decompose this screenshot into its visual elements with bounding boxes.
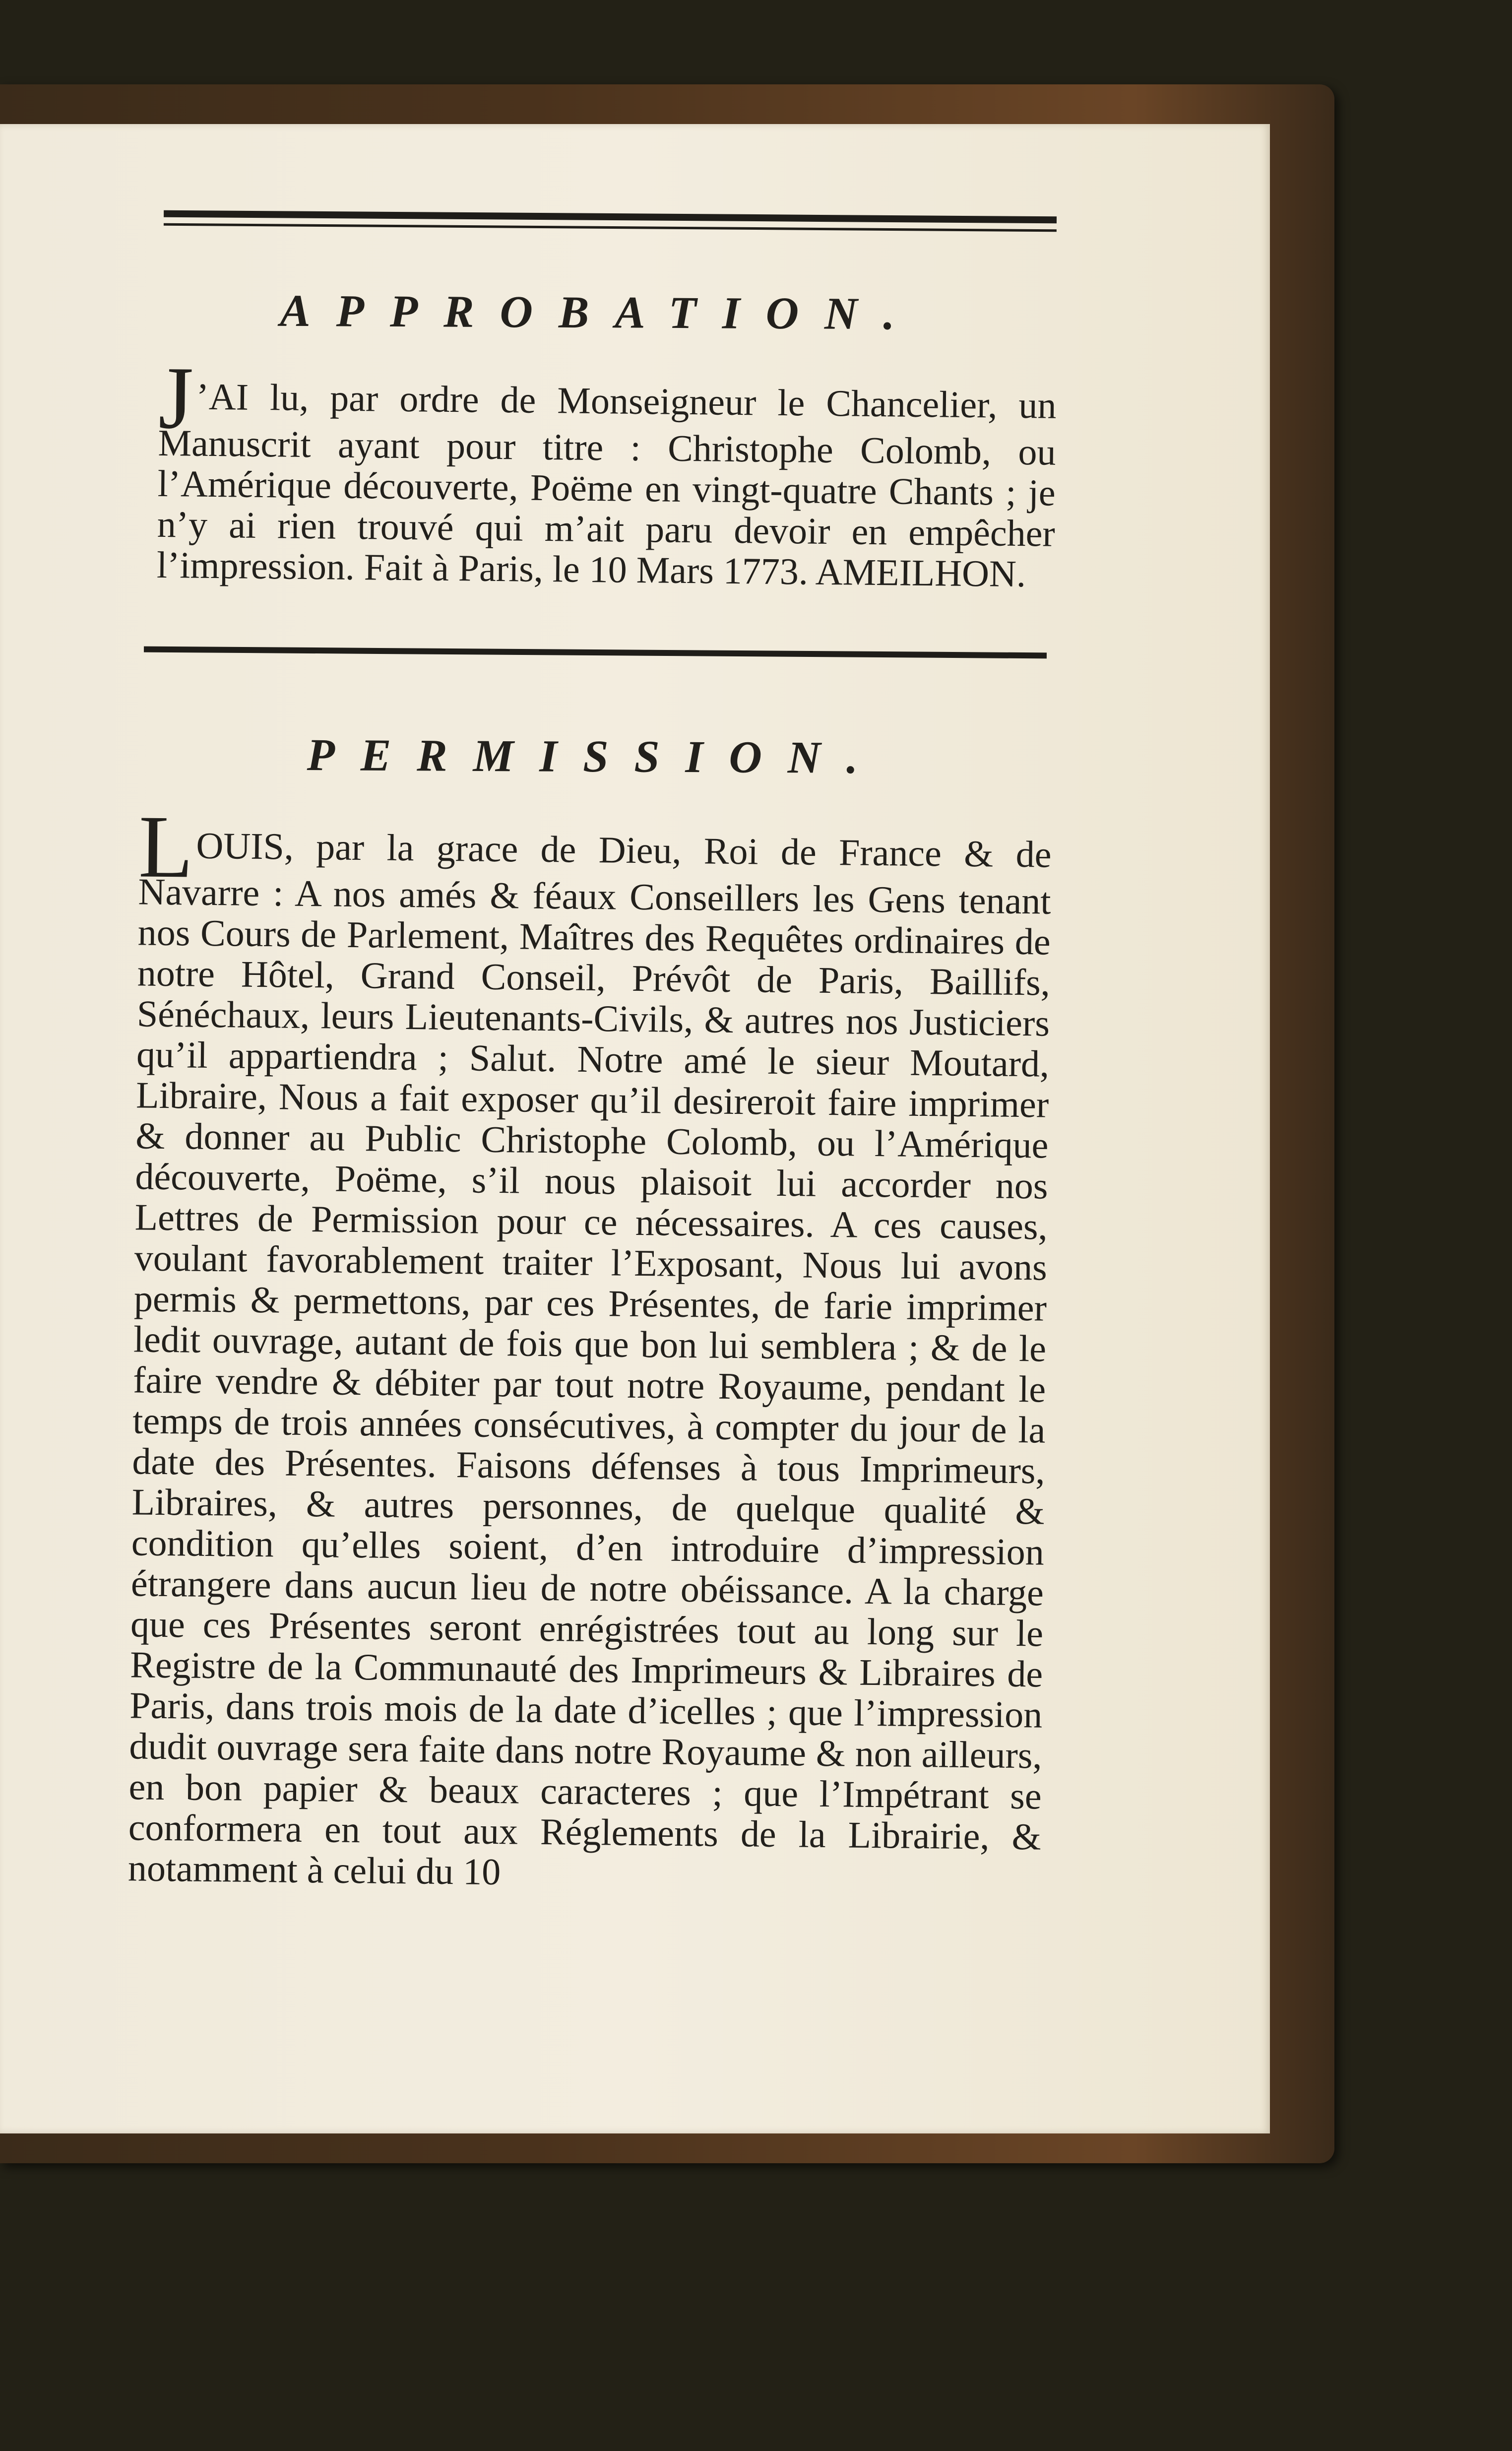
permission-paragraph [108, 797, 1052, 1898]
approbation-heading: APPROBATION. [280, 285, 921, 339]
header-double-rule [164, 210, 1057, 232]
section-separator-rule [144, 646, 1047, 659]
permission-drop-cap: L [138, 797, 194, 897]
permission-text: OUIS, par la grace de Dieu, Roi de France & de Navarre : A nos amés & féaux Conseillers les Gens tenant nos Cours de Parlement, Maîtres des Requêtes ordinaires de notre Hôtel, Grand Conseil, Prévôt de Paris, Baillifs, Sénéchaux, leurs Lieutenants-Civils, & autres nos Justiciers qu’il appartiendra ; Salut. Notre amé le sieur Moutard, Libraire, Nous a fait exposer qu’il desireroit faire imprimer & donner au Public Christophe Colomb, ou l’Amérique découverte, Poëme, s’il nous plaisoit lui accorder nos Lettres de Permission pour ce nécessaires. A ces causes, voulant favorablement traiter l’Exposant, Nous lui avons permis & permettons, par ces Présentes, de farie imprimer ledit ouvrage, autant de fois que bon lui semblera ; & de le faire vendre & débiter par tout notre Royaume, pendant le temps de trois années consécutives, à compter du jour de la date des Présentes. Faisons défenses à tous Imprimeurs, Libraires, & autres personnes, de quelque qualité & condition qu’elles soient, d’en introduire d’impression étrangere dans aucun lieu de notre obéissance. A la charge que ces Présentes seront enrégistrées tout au long sur le Registre de la Communauté des Imprimeurs & Libraires de Paris, dans trois mois de la date d’icelles ; que l’impression dudit ouvrage sera faite dans notre Royaume & non ailleurs, en bon papier & beaux caracteres ; que l’Impétrant se conformera en tout aux Réglements de la Librairie, & notamment à celui du 10 [127, 825, 1052, 1893]
approbation-drop-cap: J [158, 348, 194, 448]
page-text-column [119, 213, 1057, 1893]
approbation-text: ’AI lu, par ordre de Monseigneur le Chancelier, un Manuscrit ayant pour titre : Christophe Colomb, ou l’Amérique découverte, Poëme en vingt-quatre Chants ; je n’y ai rien trouvé qui m’ait paru devoir en empêcher l’impression. Fait à Paris, le 10 Mars 1773. AMEILHON. [156, 376, 1057, 595]
approbation-paragraph [117, 348, 1057, 595]
permission-heading: PERMISSION. [307, 729, 884, 783]
